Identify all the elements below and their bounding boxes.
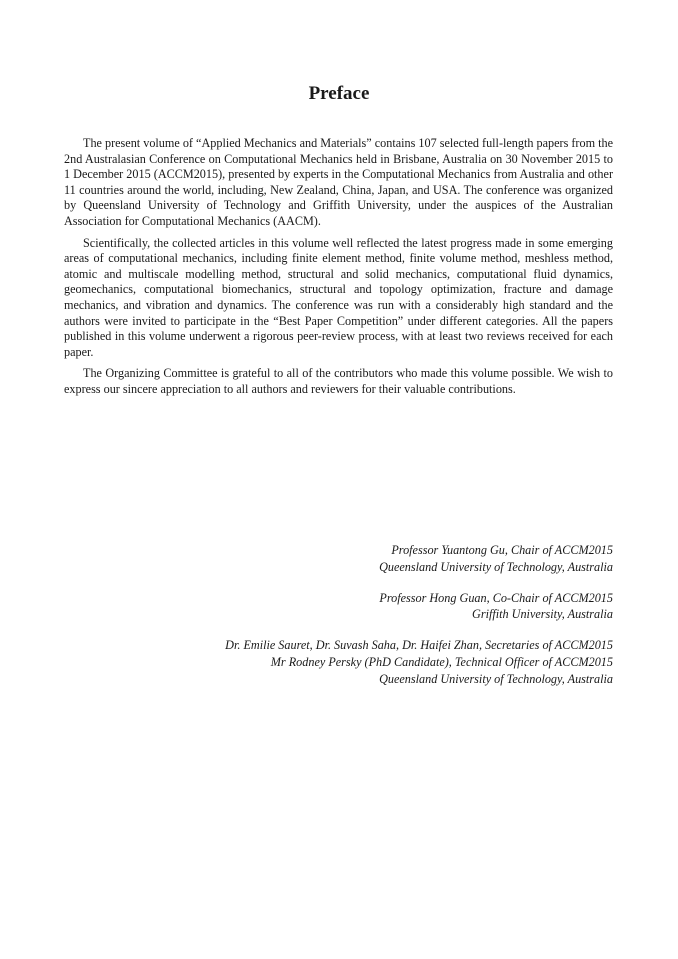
preface-body bbox=[64, 136, 613, 404]
signature-co-chair bbox=[64, 590, 613, 623]
paragraph-scope: Scientifically, the collected articles in this volume well reflected the latest progress made in some emerging areas of computational mechanics, including finite element method, finite volume method, meshless method, atomic and multiscale modelling method, structural and solid mechanics, computational fluid dynamics, geomechanics, computational biomechanics, structural and topology optimization, fracture and damage mechanics, and vibration and dynamics. The conference was run with a considerably high standard and the authors were invited to participate in the “Best Paper Competition” under different categories. All the papers published in this volume underwent a rigorous peer-review process, with at least two reviews received for each paper. bbox=[64, 235, 613, 359]
signature-line: Professor Hong Guan, Co-Chair of ACCM2015 bbox=[379, 590, 613, 605]
paragraph-acknowledgement: The Organizing Committee is grateful to all of the contributors who made this volume possible. We wish to express our sincere appreciation to all authors and reviewers for their valuable contributions. bbox=[64, 366, 613, 396]
signature-line: Dr. Emilie Sauret, Dr. Suvash Saha, Dr. Haifei Zhan, Secretaries of ACCM2015 bbox=[225, 638, 613, 653]
signature-secretaries bbox=[64, 637, 613, 687]
signature-line: Queensland University of Technology, Australia bbox=[379, 559, 613, 574]
paragraph-intro: The present volume of “Applied Mechanics and Materials” contains 107 selected full-length papers from the 2nd Australasian Conference on Computational Mechanics held in Brisbane, Australia on 30 November 2015 to 1 December 2015 (ACCM2015), presented by experts in the Computational Mechanics from Australia and other 11 countries around the world, including, New Zealand, China, Japan, and USA. The conference was organized by Queensland University of Technology and Griffith University, under the auspices of the Australian Association for Computational Mechanics (AACM). bbox=[64, 136, 613, 228]
page-title: Preface bbox=[308, 83, 370, 104]
signature-line: Queensland University of Technology, Australia bbox=[379, 671, 613, 686]
signature-line: Professor Yuantong Gu, Chair of ACCM2015 bbox=[391, 543, 613, 557]
signature-section bbox=[64, 542, 613, 702]
signature-line: Mr Rodney Persky (PhD Candidate), Technical Officer of ACCM2015 bbox=[270, 654, 613, 669]
signature-chair bbox=[64, 542, 613, 575]
signature-line: Griffith University, Australia bbox=[472, 607, 613, 622]
